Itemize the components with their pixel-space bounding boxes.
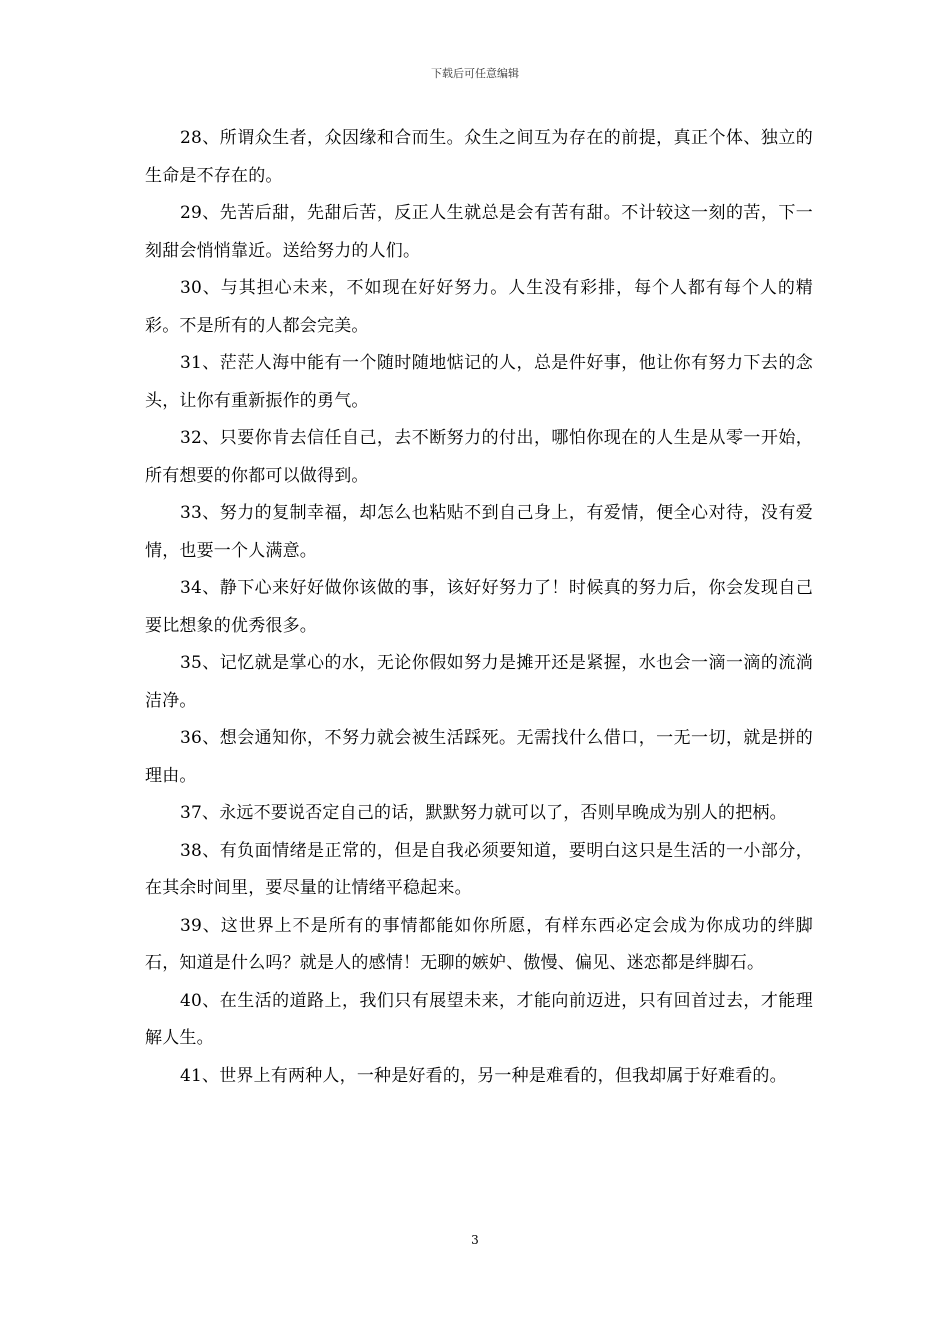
paragraph-39: 39、这世界上不是所有的事情都能如你所愿，有样东西必定会成为你成功的绊脚石，知道是什么吗？就是人的感情！无聊的嫉妒、傲慢、偏见、迷恋都是绊脚石。 — [145, 915, 813, 973]
paragraph-32: 32、只要你肯去信任自己，去不断努力的付出，哪怕你现在的人生是从零一开始，所有想要的你都可以做得到。 — [145, 428, 813, 486]
paragraph-29: 29、先苦后甜，先甜后苦，反正人生就总是会有苦有甜。不计较这一刻的苦，下一刻甜会悄悄靠近。送给努力的人们。 — [145, 203, 813, 261]
paragraph-36: 36、想会通知你，不努力就会被生活踩死。无需找什么借口，一无一切，就是拼的理由。 — [145, 728, 813, 786]
paragraph-37: 37、永远不要说否定自己的话，默默努力就可以了，否则早晚成为别人的把柄。 — [180, 803, 787, 823]
paragraph-31: 31、茫茫人海中能有一个随时随地惦记的人，总是件好事，他让你有努力下去的念头，让你有重新振作的勇气。 — [145, 353, 813, 411]
page-number: 3 — [471, 1233, 479, 1247]
document-body — [145, 120, 813, 1095]
paragraph-40: 40、在生活的道路上，我们只有展望未来，才能向前迈进，只有回首过去，才能理解人生。 — [145, 990, 813, 1048]
paragraph-30: 30、与其担心未来，不如现在好好努力。人生没有彩排，每个人都有每个人的精彩。不是所有的人都会完美。 — [145, 278, 813, 336]
page-header: 下载后可任意编辑 — [431, 67, 519, 80]
paragraph-35: 35、记忆就是掌心的水，无论你假如努力是摊开还是紧握，水也会一滴一滴的流淌洁净。 — [145, 653, 813, 711]
paragraph-33: 33、努力的复制幸福，却怎么也粘贴不到自己身上，有爱情，便全心对待，没有爱情，也要一个人满意。 — [145, 503, 813, 561]
paragraph-34: 34、静下心来好好做你该做的事，该好好努力了！时候真的努力后，你会发现自己要比想象的优秀很多。 — [145, 578, 813, 636]
paragraph-38: 38、有负面情绪是正常的，但是自我必须要知道，要明白这只是生活的一小部分，在其余时间里，要尽量的让情绪平稳起来。 — [145, 840, 813, 898]
paragraph-41: 41、世界上有两种人，一种是好看的，另一种是难看的，但我却属于好难看的。 — [180, 1065, 787, 1086]
paragraph-28: 28、所谓众生者，众因缘和合而生。众生之间互为存在的前提，真正个体、独立的生命是不存在的。 — [145, 128, 813, 186]
